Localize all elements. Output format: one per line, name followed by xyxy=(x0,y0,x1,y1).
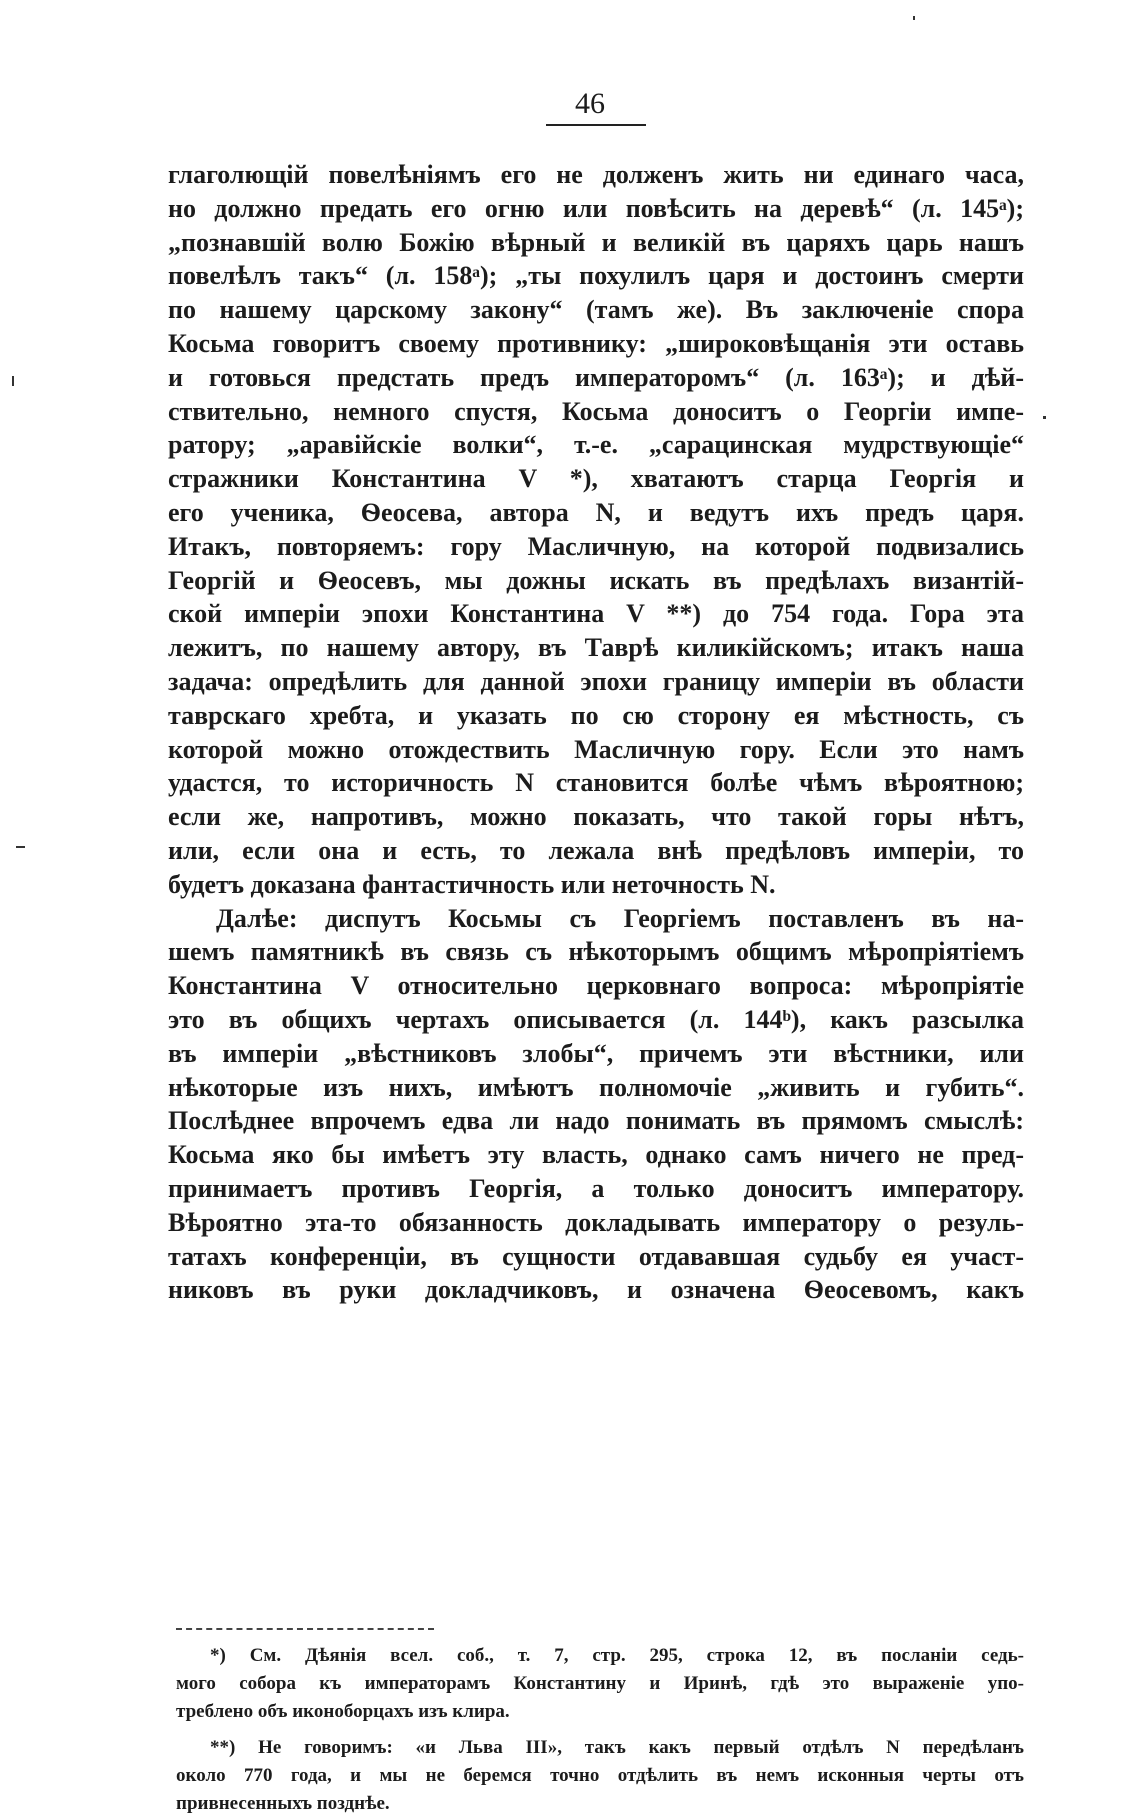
text-line: если же, напротивъ, можно показать, что такой горы нѣтъ, xyxy=(168,802,1024,832)
text-line: Константина V относительно церковнаго вопроса: мѣропріятіе xyxy=(168,971,1024,1001)
scan-speck xyxy=(12,376,14,386)
text-line: и готовься предстать предъ императоромъ“ (л. 163ᵃ); и дѣй- xyxy=(168,362,1024,392)
text-line: ратору; „аравійскіе волки“, т.-е. „сарацинская мудрствующіе“ xyxy=(168,430,1024,460)
page-number: 46 xyxy=(575,87,605,120)
text-line: стражники Константина V *), хватаютъ старца Георгія и xyxy=(168,464,1024,494)
text-line: его ученика, Ѳеосева, автора N, и ведутъ ихъ предъ царя. xyxy=(168,497,1024,527)
text-line: шемъ памятникѣ въ связь съ нѣкоторымъ общимъ мѣропріятіемъ xyxy=(168,937,1024,967)
page-number-rule xyxy=(546,124,646,126)
footnotes xyxy=(176,1642,1024,1818)
text-line: но должно предать его огню или повѣсить на деревѣ“ (л. 145ᵃ); xyxy=(168,193,1024,223)
text-line: въ имперіи „вѣстниковъ злобы“, причемъ эти вѣстники, или xyxy=(168,1038,1024,1068)
text-line: или, если она и есть, то лежала внѣ предѣловъ имперіи, то xyxy=(168,835,1024,865)
scan-speck xyxy=(16,846,25,848)
text-line: Послѣднее впрочемъ едва ли надо понимать въ прямомъ смыслѣ: xyxy=(168,1106,1024,1136)
text-line: Косьма яко бы имѣетъ эту власть, однако самъ ничего не пред- xyxy=(168,1140,1024,1170)
footnote-line: **) Не говоримъ: «и Льва III», такъ какъ первый отдѣлъ N передѣланъ xyxy=(210,1737,1024,1758)
footnote-line: мого собора къ императорамъ Константину и Иринѣ, гдѣ это выраженіе упо- xyxy=(176,1673,1024,1694)
footnote-gap xyxy=(176,1726,1024,1734)
text-line: Итакъ, повторяемъ: гору Масличную, на которой подвизались xyxy=(168,531,1024,561)
text-line: ствительно, немного спустя, Косьма доноситъ о Георгіи импе- xyxy=(168,396,1024,426)
text-line: Вѣроятно эта-то обязанность докладывать императору о резуль- xyxy=(168,1207,1024,1237)
footnote-line: привнесенныхъ позднѣе. xyxy=(176,1793,390,1814)
text-line: удастся, то историчность N становится болѣе чѣмъ вѣроятною; xyxy=(168,768,1024,798)
text-line: принимаетъ противъ Георгія, а только доноситъ императору. xyxy=(168,1173,1024,1203)
text-line: повелѣлъ такъ“ (л. 158ᵃ); „ты похулилъ царя и достоинъ смерти xyxy=(168,261,1024,291)
scan-speck xyxy=(1043,416,1046,419)
text-line: по нашему царскому закону“ (тамъ же). Въ заключеніе спора xyxy=(168,295,1024,325)
scan-speck xyxy=(913,16,915,20)
text-line: будетъ доказана фантастичность или неточность N. xyxy=(168,869,776,899)
footnote-line: около 770 года, и мы не беремся точно отдѣлить въ немъ исконныя черты отъ xyxy=(176,1765,1024,1786)
text-line: татахъ конференціи, въ сущности отдававшая судьбу ея участ- xyxy=(168,1241,1024,1271)
main-text xyxy=(168,158,1024,1307)
text-line: глаголющій повелѣніямъ его не долженъ жить ни единаго часа, xyxy=(168,160,1024,189)
text-line: никовъ въ руки докладчиковъ, и означена Ѳеосевомъ, какъ xyxy=(168,1275,1024,1305)
footnote-line: *) См. Дѣянія всел. соб., т. 7, стр. 295, строка 12, въ посланіи седь- xyxy=(210,1645,1024,1666)
text-line: нѣкоторые изъ нихъ, имѣютъ полномочіе „живить и губить“. xyxy=(168,1072,1024,1102)
text-line: которой можно отождествить Масличную гору. Если это намъ xyxy=(168,734,1024,764)
text-line: Далѣе: диспутъ Косьмы съ Георгіемъ поставленъ въ на- xyxy=(216,903,1024,933)
text-line: Косьма говоритъ своему противнику: „широковѣщанія эти оставь xyxy=(168,328,1024,358)
footnote-line: треблено объ иконоборцахъ изъ клира. xyxy=(176,1701,510,1722)
text-line: задача: опредѣлить для данной эпохи границу имперіи въ области xyxy=(168,666,1024,696)
text-line: лежитъ, по нашему автору, въ Таврѣ киликійскомъ; итакъ наша xyxy=(168,633,1024,663)
footnote-separator xyxy=(176,1628,434,1630)
text-line: Георгій и Ѳеосевъ, мы дожны искать въ предѣлахъ византій- xyxy=(168,565,1024,595)
text-line: таврскаго хребта, и указать по сю сторону ея мѣстность, съ xyxy=(168,700,1024,730)
text-line: ской имперіи эпохи Константина V **) до 754 года. Гора эта xyxy=(168,599,1024,629)
text-line: это въ общихъ чертахъ описывается (л. 144ᵇ), какъ разсылка xyxy=(168,1004,1024,1034)
text-line: „познавшій волю Божію вѣрный и великій въ царяхъ царь нашъ xyxy=(168,227,1024,257)
